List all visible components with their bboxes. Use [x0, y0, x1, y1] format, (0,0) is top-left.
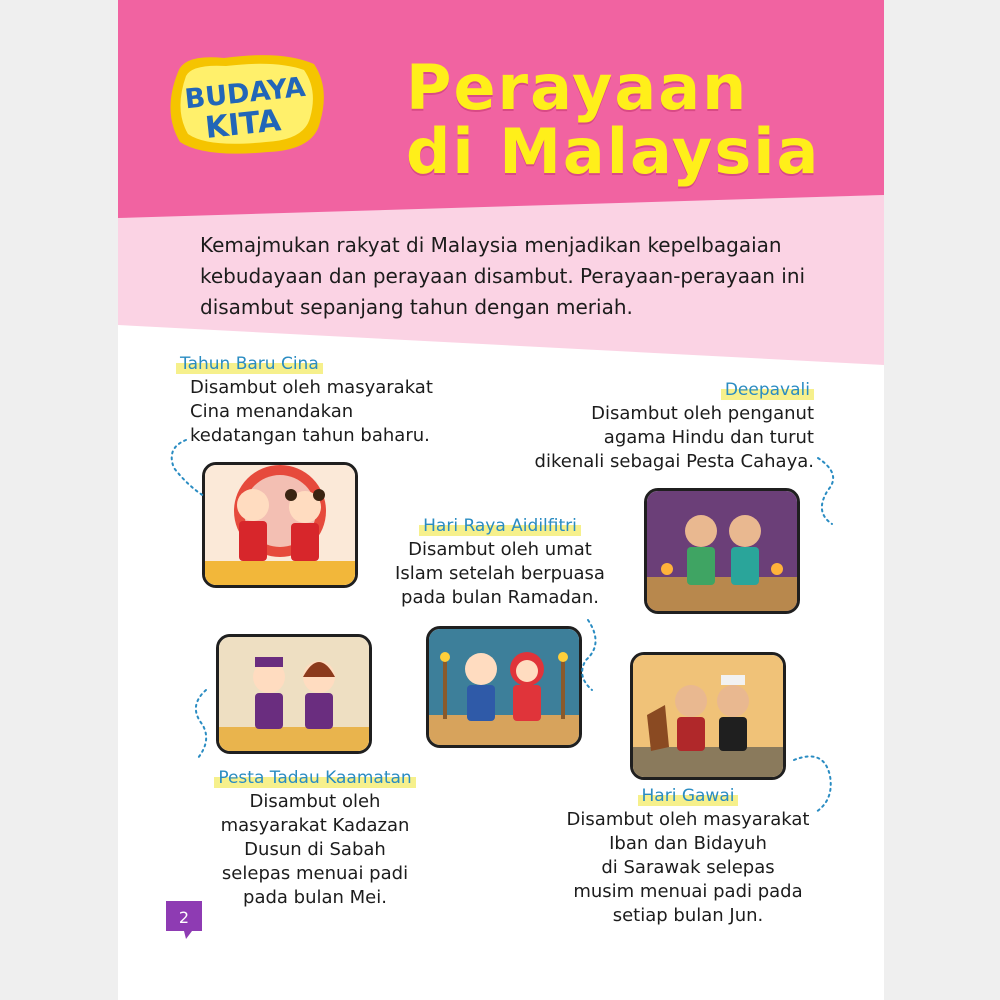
title-line2: di Malaysia [406, 115, 821, 188]
festival-description: Disambut oleh masyarakat Cina menandakan kedatangan tahun baharu. [190, 377, 433, 446]
page-number-badge [162, 897, 206, 941]
festival-name: Pesta Tadau Kaamatan [214, 768, 415, 788]
title-line1: Perayaan [406, 51, 749, 124]
festival-name: Deepavali [721, 380, 814, 400]
decorative-dotted-lines [118, 0, 884, 1000]
festival-description: Disambut oleh penganut agama Hindu dan turut dikenali sebagai Pesta Cahaya. [534, 403, 814, 472]
intro-paragraph: Kemajmukan rakyat di Malaysia menjadikan kepelbagaian kebudayaan dan perayaan disambut. Perayaan-perayaan ini disambut sepanjang tahun dengan meriah. [200, 233, 806, 319]
festival-name: Hari Raya Aidilfitri [419, 516, 581, 536]
festival-description: Disambut oleh umat Islam setelah berpuasa pada bulan Ramadan. [395, 539, 605, 608]
logo-line2: KITA [203, 103, 283, 146]
logo-line1: BUDAYA [183, 71, 307, 116]
book-page [118, 0, 884, 1000]
festival-name: Hari Gawai [638, 786, 739, 806]
festival-name: Tahun Baru Cina [176, 354, 323, 374]
festival-description: Disambut oleh masyarakat Kadazan Dusun di Sabah selepas menuai padi pada bulan Mei. [220, 791, 410, 908]
festival-description: Disambut oleh masyarakat Iban dan Bidayuh di Sarawak selepas musim menuai padi pada setiap bulan Jun. [566, 809, 810, 926]
page-number: 2 [178, 908, 190, 927]
